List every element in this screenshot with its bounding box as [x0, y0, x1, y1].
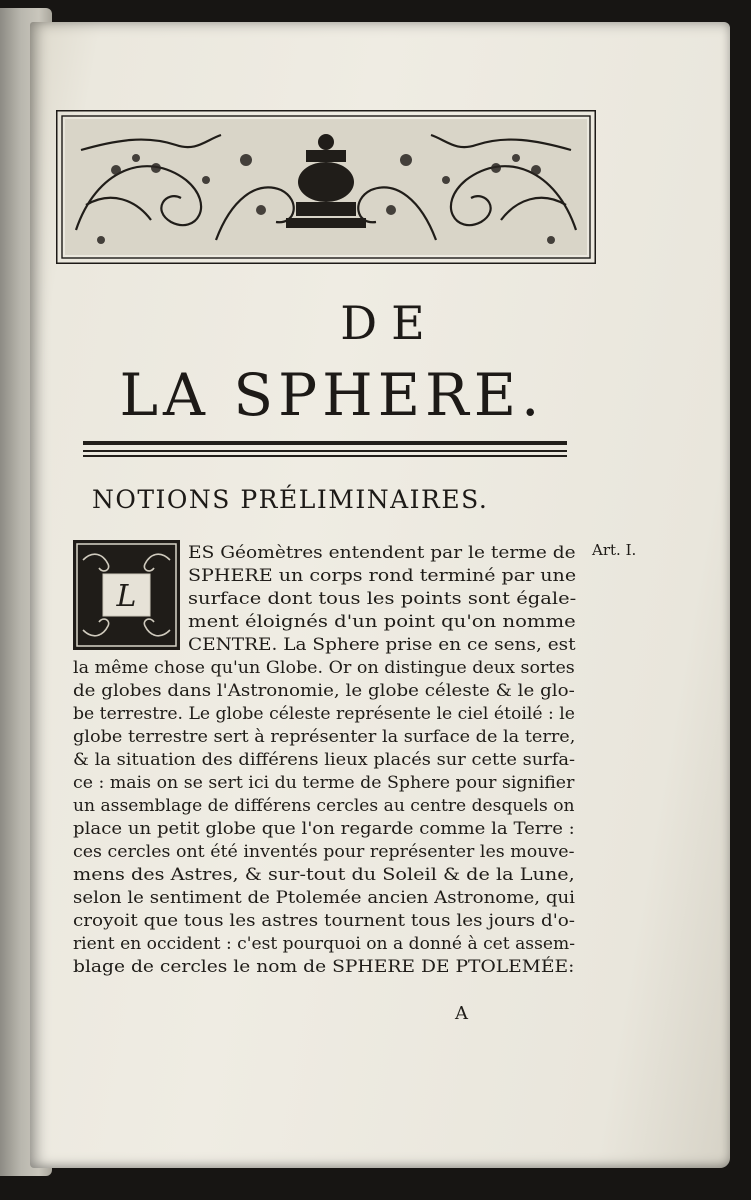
text-line: be terrestre. Le globe céleste représente le ciel étoilé : le: [73, 704, 575, 724]
text-line: ces cercles ont été inventés pour représenter les mouve-: [73, 842, 575, 862]
title-la-sphere: LA SPHERE.: [119, 361, 545, 429]
drop-cap: [73, 540, 180, 650]
drop-cap-letter: L: [116, 579, 137, 614]
text-line: mens des Astres, & sur-tout du Soleil & de la Lune,: [73, 865, 575, 885]
title-de: DE: [340, 296, 439, 350]
signature-mark: A: [455, 1003, 468, 1024]
text-line: ES Géomètres entendent par le terme de: [188, 543, 576, 563]
section-subtitle: NOTIONS PRÉLIMINAIRES.: [92, 485, 489, 514]
double-rule-thin: [83, 450, 567, 452]
text-line: rient en occident : c'est pourquoi on a donné à cet assem-: [73, 934, 575, 954]
text-line: ment éloignés d'un point qu'on nomme: [188, 612, 576, 632]
text-line: surface dont tous les points sont égale-: [188, 589, 577, 609]
text-line: CENTRE. La Sphere prise en ce sens, est: [188, 635, 576, 655]
text-line: selon le sentiment de Ptolemée ancien Astronome, qui: [73, 888, 576, 908]
text-line: SPHERE un corps rond terminé par une: [188, 566, 577, 586]
ornament-headpiece: [56, 110, 596, 264]
text-line: place un petit globe que l'on regarde comme la Terre :: [73, 819, 575, 839]
text-line: & la situation des différens lieux placés sur cette surfa-: [73, 750, 576, 770]
margin-note: Art. I.: [592, 541, 637, 559]
text-line: croyoit que tous les astres tournent tous les jours d'o-: [73, 911, 575, 931]
double-rule-thick: [83, 441, 567, 445]
double-rule-thin-2: [83, 455, 567, 457]
text-line: globe terrestre sert à représenter la surface de la terre,: [73, 727, 576, 747]
text-line: de globes dans l'Astronomie, le globe céleste & le glo-: [73, 681, 575, 701]
text-line: la même chose qu'un Globe. Or on distingue deux sortes: [73, 658, 575, 678]
text-line: blage de cercles le nom de SPHERE DE PTOLEMÉE:: [73, 957, 575, 977]
text-line: ce : mais on se sert ici du terme de Sphere pour signifier: [73, 773, 575, 793]
text-line: un assemblage de différens cercles au centre desquels on: [73, 796, 575, 816]
